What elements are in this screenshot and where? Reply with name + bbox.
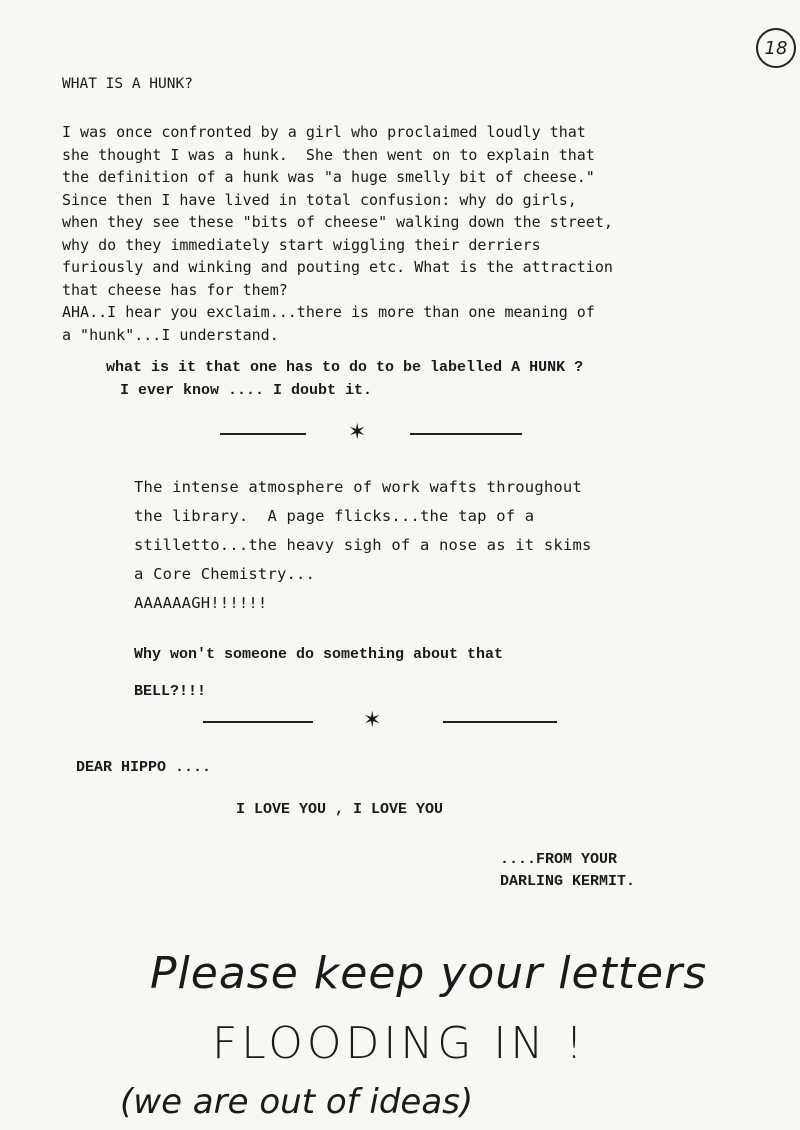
divider-line <box>203 721 313 723</box>
handwritten-line: Please keep your letters <box>150 948 708 999</box>
text-line: that cheese has for them? <box>62 280 288 299</box>
text-line: the definition of a hunk was "a huge smelly bit of cheese." <box>62 168 595 186</box>
star-icon: ✶ <box>363 708 382 733</box>
text-line: what is it that one has to do to be labelled A HUNK ? <box>106 359 584 376</box>
hippo-greeting: DEAR HIPPO .... <box>76 759 212 776</box>
text-line: I was once confronted by a girl who proclaimed loudly that <box>62 123 586 141</box>
text-line: AAAAAAGH!!!!!! <box>134 594 268 612</box>
handwritten-line: FLOODING IN ! <box>212 1018 587 1069</box>
text-line: stilletto...the heavy sigh of a nose as it skims <box>134 536 592 554</box>
text-line: Why won't someone do something about that <box>134 646 504 663</box>
section-divider <box>220 420 525 445</box>
hunk-title: WHAT IS A HUNK? <box>62 76 193 92</box>
text-line: Since then I have lived in total confusion: why do girls, <box>62 190 577 209</box>
text-line: The intense atmosphere of work wafts throughout <box>134 478 582 496</box>
divider-line <box>410 433 522 435</box>
text-line: DARLING KERMIT. <box>500 873 636 890</box>
bell-text <box>134 636 503 710</box>
text-line: BELL?!!! <box>134 683 207 700</box>
text-line: a Core Chemistry... <box>134 565 316 583</box>
text-line: a "hunk"...I understand. <box>62 325 279 344</box>
hippo-signature <box>500 849 635 893</box>
handwritten-line: (we are out of ideas) <box>120 1082 474 1122</box>
library-paragraph <box>134 473 592 618</box>
text-line: ....FROM YOUR <box>500 851 618 868</box>
text-line: why do they immediately start wiggling their derriers <box>62 235 541 254</box>
star-icon: ✶ <box>348 420 367 445</box>
page-number: 18 <box>756 28 796 68</box>
divider-line <box>443 721 557 723</box>
hippo-message: I LOVE YOU , I LOVE YOU <box>236 801 444 818</box>
text-line: furiously and winking and pouting etc. What is the attraction <box>62 258 613 276</box>
text-line: the library. A page flicks...the tap of a <box>134 507 535 525</box>
text-line: when they see these "bits of cheese" walking down the street, <box>62 213 613 231</box>
divider-line <box>220 433 306 435</box>
text-line: AHA..I hear you exclaim...there is more than one meaning of <box>62 303 595 321</box>
text-line: I ever know .... I doubt it. <box>120 381 373 399</box>
hunk-paragraph <box>62 121 792 346</box>
section-divider <box>203 708 558 733</box>
hunk-question <box>106 357 583 402</box>
text-line: she thought I was a hunk. She then went on to explain that <box>62 145 595 164</box>
